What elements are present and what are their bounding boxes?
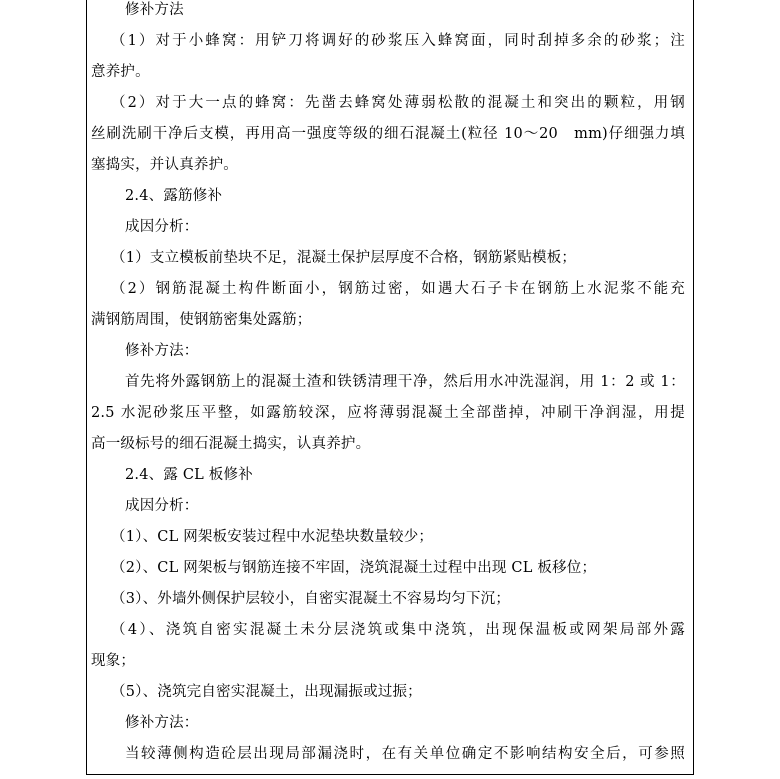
subheading-cause-analysis: 成因分析： (125, 219, 199, 235)
paragraph-line: （2）钢筋混凝土构件断面小，钢筋过密，如遇大石子卡在钢筋上水泥浆不能充 (111, 281, 685, 297)
paragraph-line: （1）对于小蜂窝：用铲刀将调好的砂浆压入蜂窝面，同时刮掉多余的砂浆；注 (111, 33, 685, 49)
paragraph-line: 丝刷洗刷干净后支模，再用高一强度等级的细石混凝土(粒径 10～20 mm)仔细强力填 (91, 126, 685, 142)
paragraph-line: （2）对于大一点的蜂窝：先凿去蜂窝处薄弱松散的混凝土和突出的颗粒，用钢 (111, 95, 685, 111)
paragraph-line: （1）、CL 网架板安装过程中水泥垫块数量较少； (111, 529, 434, 545)
section-heading-exposed-cl-board: 2.4、露 CL 板修补 (125, 467, 253, 483)
paragraph-line: （3）、外墙外侧保护层较小，自密实混凝土不容易均匀下沉； (111, 591, 511, 607)
paragraph-line: 意养护。 (91, 64, 150, 80)
paragraph-line: 塞捣实，并认真养护。 (91, 157, 238, 173)
document-frame (86, 0, 694, 775)
section-heading-exposed-rebar: 2.4、露筋修补 (125, 188, 223, 204)
paragraph-line: 满钢筋周围，使钢筋密集处露筋； (91, 312, 312, 328)
paragraph-line: （2）、CL 网架板与钢筋连接不牢固，浇筑混凝土过程中出现 CL 板移位； (111, 560, 597, 576)
paragraph-line: 首先将外露钢筋上的混凝土渣和铁锈清理干净，然后用水冲洗湿润，用 1：2 或 1： (125, 374, 685, 390)
paragraph-line: 当较薄侧构造砼层出现局部漏浇时，在有关单位确定不影响结构安全后，可参照 (125, 746, 685, 762)
subheading-repair-method: 修补方法： (125, 715, 199, 731)
paragraph-line: 现象； (91, 653, 136, 669)
paragraph-line: （1）支立模板前垫块不足，混凝土保护层厚度不合格，钢筋紧贴模板； (111, 250, 577, 266)
paragraph-line: （5）、浇筑完自密实混凝土，出现漏振或过振； (111, 684, 422, 700)
subheading-repair-method: 修补方法： (125, 343, 199, 359)
paragraph-line: （4）、浇筑自密实混凝土未分层浇筑或集中浇筑，出现保温板或网架局部外露 (111, 622, 685, 638)
paragraph-line: 2.5 水泥砂浆压平整，如露筋较深，应将薄弱混凝土全部凿掉，冲刷干净润湿，用提 (91, 405, 685, 421)
subheading-cause-analysis: 成因分析： (125, 498, 199, 514)
heading-repair-method-1: 修补方法 (125, 2, 184, 18)
paragraph-line: 高一级标号的细石混凝土捣实，认真养护。 (91, 436, 371, 452)
